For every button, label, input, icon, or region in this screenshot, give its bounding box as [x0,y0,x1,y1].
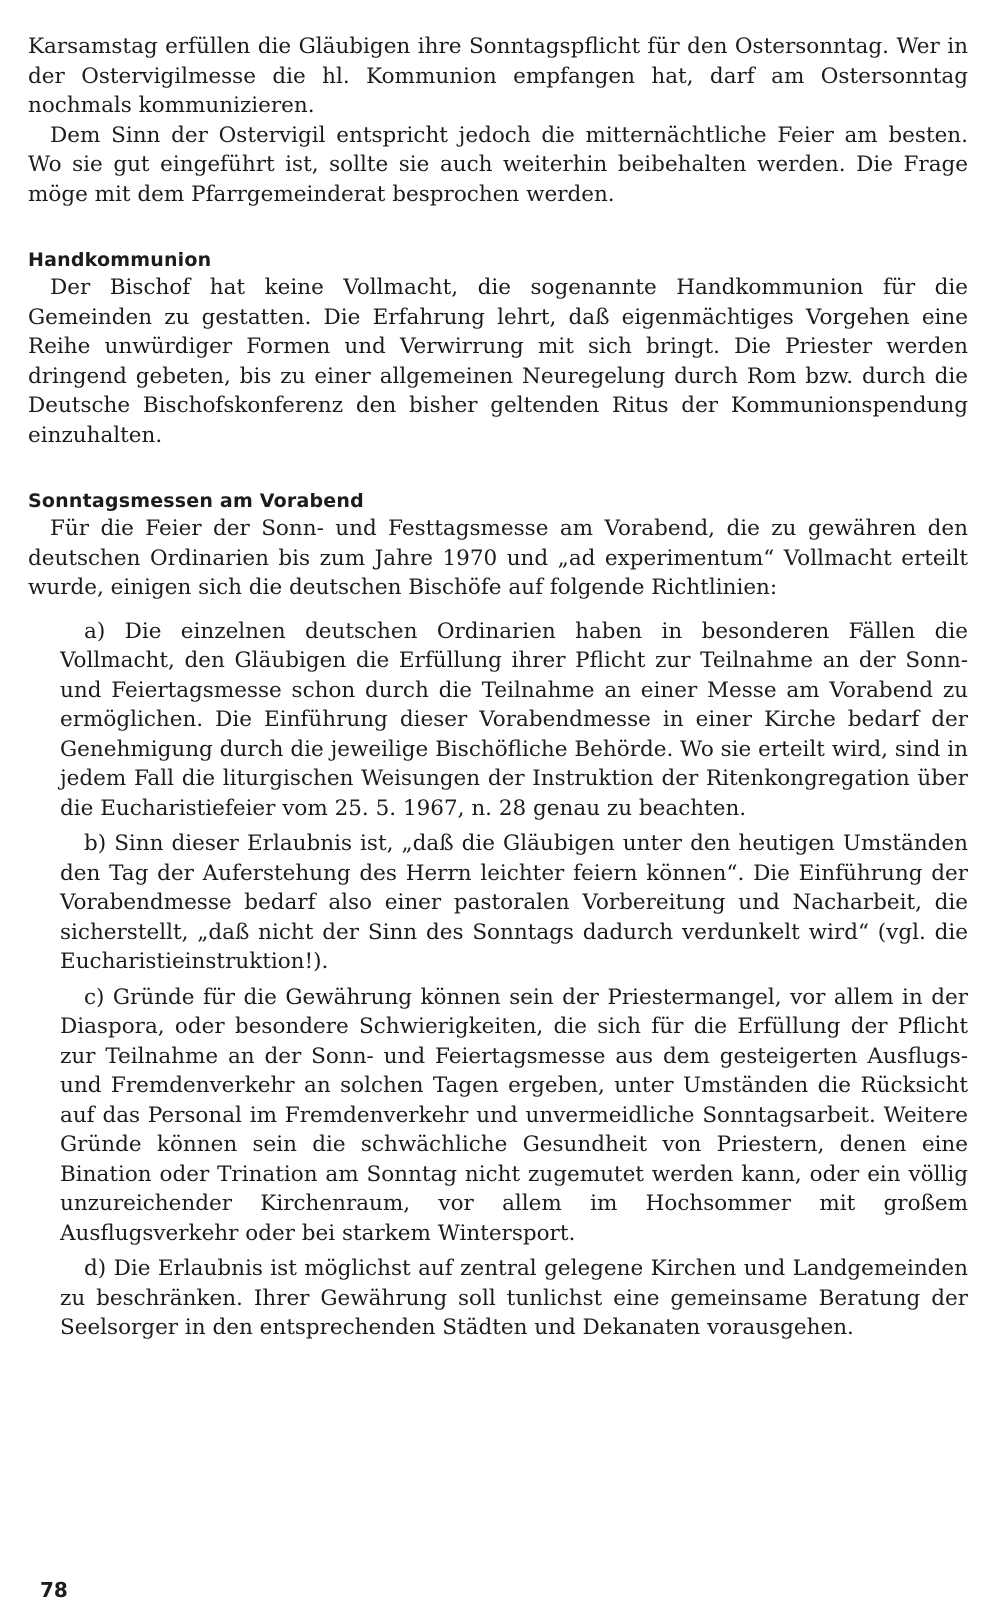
document-page [28,32,968,1343]
section-handkommunion [28,247,968,450]
section-heading-vorabend: Sonntagsmessen am Vorabend [28,490,364,512]
intro-paragraph-1: Karsamstag erfüllen die Gläubigen ihre Sonntagspflicht für den Ostersonntag. Wer in der Ostervigilmesse die hl. Kommunion empfangen hat, darf am Ostersonntag nochmals kommunizieren. [28,34,968,118]
section-heading-handkommunion: Handkommunion [28,249,212,271]
guideline-item-b: b) Sinn dieser Erlaubnis ist, „daß die Gläubigen unter den heutigen Umständen den Tag der Auferstehung des Herrn leichter feiern können“. Die Einführung der Vorabendmesse bedarf also einer pastoralen Vorbereitung und Nacharbeit, die sicherstellt, „daß nicht der Sinn des Sonntags dadurch verdunkelt wird“ (vgl. die Eucharistieinstruktion!). [60,831,968,974]
handkommunion-paragraph: Der Bischof hat keine Vollmacht, die sogenannte Handkommunion für die Gemeinden zu gestatten. Die Erfahrung lehrt, daß eigenmächtiges Vorgehen eine Reihe unwürdiger Formen und Verwirrung mit sich bringt. Die Priester werden dringend gebeten, bis zu einer allgemeinen Neuregelung durch Rom bzw. durch die Deutsche Bischofskonferenz den bisher geltenden Ritus der Kommunionspendung einzuhalten. [28,275,968,448]
vorabend-intro-paragraph: Für die Feier der Sonn- und Festtagsmesse am Vorabend, die zu gewähren den deutschen Ordinarien bis zum Jahre 1970 und „ad experimentum“ Vollmacht erteilt wurde, einigen sich die deutschen Bischöfe auf folgende Richtlinien: [28,516,968,600]
section-vorabend [28,488,968,1343]
page-number: 78 [40,1578,68,1602]
guideline-item-a: a) Die einzelnen deutschen Ordinarien haben in besonderen Fällen die Vollmacht, den Gläubigen die Erfüllung ihrer Pflicht zur Teilnahme an der Sonn- und Feiertagsmesse schon durch die Teilnahme an einer Messe am Vorabend zu ermöglichen. Die Einführung dieser Vorabendmesse in einer Kirche bedarf der Genehmigung durch die jeweilige Bischöfliche Behörde. Wo sie erteilt wird, sind in jedem Fall die liturgischen Weisungen der Instruktion der Ritenkongregation über die Eucharistiefeier vom 25. 5. 1967, n. 28 genau zu beachten. [60,618,968,821]
guideline-item-c: c) Gründe für die Gewährung können sein der Priestermangel, vor allem in der Diaspora, oder besondere Schwierigkeiten, die sich für die Erfüllung der Pflicht zur Teilnahme an der Sonn- und Feiertagsmesse aus dem gesteigerten Ausflugs- und Fremdenverkehr an solchen Tagen ergeben, unter Umständen die Rücksicht auf das Personal im Fremdenverkehr und unvermeidliche Sonntagsarbeit. Weitere Gründe können sein die schwächliche Gesundheit von Priestern, denen eine Bination oder Trination am Sonntag nicht zugemutet werden kann, oder ein völlig unzureichender Kirchenraum, vor allem im Hochsommer mit großem Ausflugsverkehr oder bei starkem Wintersport. [60,984,968,1246]
guideline-list [60,617,968,1343]
intro-paragraph-2: Dem Sinn der Ostervigil entspricht jedoch die mitternächtliche Feier am besten. Wo sie gut eingeführt ist, sollte sie auch weiterhin beibehalten werden. Die Frage möge mit dem Pfarrgemeinderat besprochen werden. [28,122,968,207]
guideline-item-d: d) Die Erlaubnis ist möglichst auf zentral gelegene Kirchen und Landgemeinden zu beschränken. Ihrer Gewährung soll tunlichst eine gemeinsame Beratung der Seelsorger in den entsprechenden Städten und Dekanaten vorausgehen. [60,1256,968,1340]
